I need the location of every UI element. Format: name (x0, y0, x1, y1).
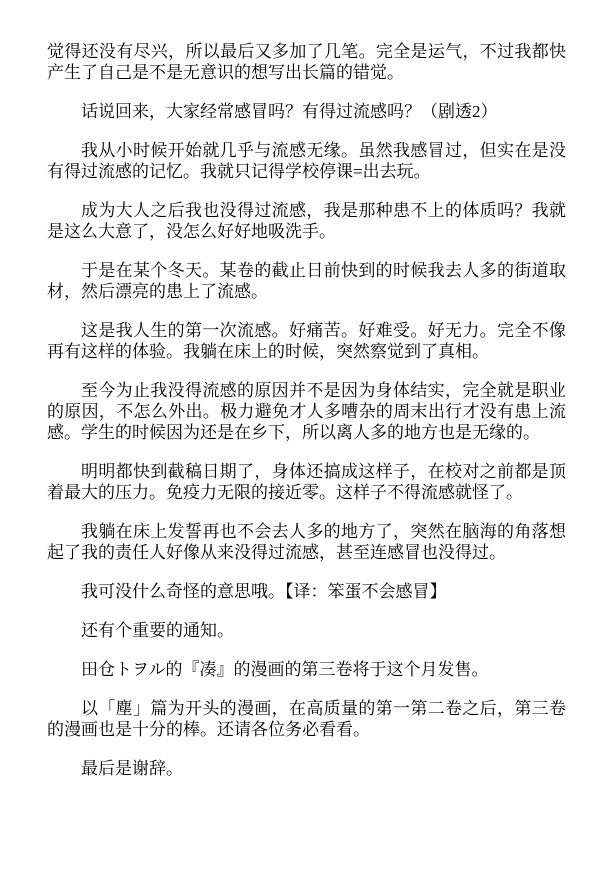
paragraph: 话说回来，大家经常感冒吗？有得过流感吗？（剧透2） (81, 102, 498, 121)
paragraph: 最后是谢辞。 (81, 759, 183, 778)
paragraph: 我躺在床上发誓再也不会去人多的地方了，突然在脑海的角落想起了我的责任人好像从来没得过流感，甚至连感冒也没得过。 (47, 522, 566, 562)
paragraph: 还有个重要的通知。 (81, 621, 234, 640)
paragraph: 至今为止我没得流感的原因并不是因为身体结实，完全就是职业的原因，不怎么外出。极力避免才人多嘈杂的周末出行才没有患上流感。学生的时候因为还是在乡下，所以离人多的地方也是无缘的。 (47, 381, 566, 442)
paragraph: 明明都快到截稿日期了，身体还搞成这样子，在校对之前都是顶着最大的压力。免疫力无限的接近零。这样子不得流感就怪了。 (47, 462, 566, 502)
paragraph: 觉得还没有尽兴，所以最后又多加了几笔。完全是运气，不过我都快产生了自己是不是无意识的想写出长篇的错觉。 (47, 42, 566, 82)
paragraph: 于是在某个冬天。某卷的截止日前快到的时候我去人多的街道取材，然后漂亮的患上了流感。 (47, 261, 566, 301)
paragraph: 这是我人生的第一次流感。好痛苦。好难受。好无力。完全不像再有这样的体验。我躺在床上的时候，突然察觉到了真相。 (47, 321, 566, 361)
paragraph: 我从小时候开始就几乎与流感无缘。虽然我感冒过，但实在是没有得过流感的记忆。我就只记得学校停课=出去玩。 (47, 141, 566, 181)
paragraph: 田仓トヲル的『凑』的漫画的第三卷将于这个月发售。 (81, 660, 489, 679)
paragraph: 我可没什么奇怪的意思哦。【译：笨蛋不会感冒】 (81, 582, 447, 601)
paragraph: 成为大人之后我也没得过流感，我是那种患不上的体质吗？我就是这么大意了，没怎么好好地吸洗手。 (47, 201, 566, 241)
paragraph: 以「塵」篇为开头的漫画，在高质量的第一第二卷之后，第三卷的漫画也是十分的棒。还请各位务必看看。 (47, 699, 566, 739)
